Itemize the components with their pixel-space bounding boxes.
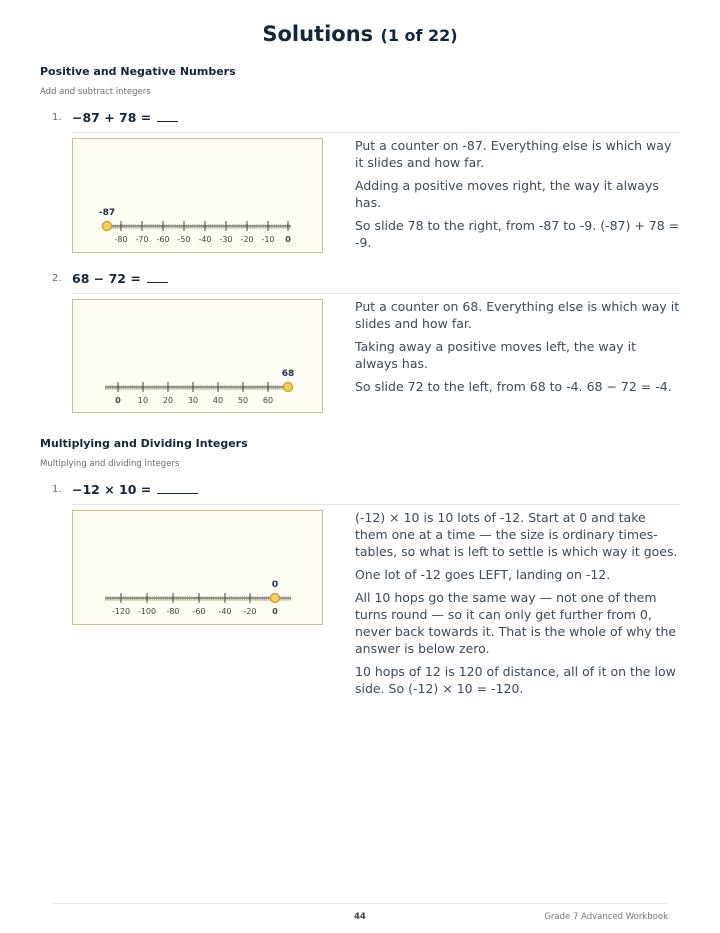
tick-label: -80 — [114, 235, 128, 244]
tick-label: 0 — [115, 396, 121, 405]
explanation-paragraph: Put a counter on -87. Everything else is which way it slides and how far. — [355, 138, 672, 170]
question-text — [72, 482, 198, 497]
tick-label: -20 — [240, 235, 254, 244]
explanation — [355, 298, 680, 401]
section-title: Positive and Negative Numbers — [40, 65, 236, 78]
question-number: 1. — [52, 484, 62, 495]
answer-blank — [157, 492, 198, 494]
tick-label: -80 — [166, 607, 180, 616]
question-number: 1. — [52, 112, 62, 123]
tick-label: 30 — [187, 396, 199, 405]
question-divider — [72, 132, 680, 133]
tick-label: -50 — [177, 235, 191, 244]
counter-marker — [103, 222, 112, 231]
tick-label: -20 — [243, 607, 257, 616]
tick-label: -10 — [261, 235, 275, 244]
marker-label: 68 — [281, 369, 295, 379]
tick-label: 60 — [262, 396, 274, 405]
section-title: Multiplying and Dividing Integers — [40, 437, 248, 450]
question-expression: 68 − 72 = — [72, 271, 141, 286]
explanation-paragraph: So slide 72 to the left, from 68 to -4. 68 − 72 = -4. — [355, 379, 672, 394]
tick-label: -120 — [111, 607, 131, 616]
section-subtitle: Add and subtract integers — [40, 87, 151, 97]
marker-label: -87 — [98, 208, 116, 218]
tick-label: 20 — [162, 396, 174, 405]
question-expression: −12 × 10 = — [72, 482, 152, 497]
page-number: 44 — [354, 912, 366, 922]
counter-marker — [271, 594, 280, 603]
explanation-paragraph: One lot of -12 goes LEFT, landing on -12. — [355, 567, 611, 582]
tick-label: -30 — [219, 235, 233, 244]
tick-label: 50 — [237, 396, 249, 405]
explanation — [355, 137, 680, 257]
explanation-paragraph: So slide 78 to the right, from -87 to -9. (-87) + 78 = -9. — [355, 218, 680, 250]
tick-label: -40 — [198, 235, 212, 244]
number-line-panel — [72, 510, 323, 625]
explanation — [355, 509, 680, 703]
section-subtitle: Multiplying and dividing integers — [40, 459, 180, 469]
number-line-diagram — [73, 511, 324, 626]
answer-blank — [147, 281, 168, 283]
answer-blank — [157, 120, 178, 122]
question-divider — [72, 504, 680, 505]
tick-label: 0 — [285, 235, 291, 244]
counter-marker — [284, 383, 293, 392]
tick-label: 0 — [272, 607, 278, 616]
explanation-paragraph: All 10 hops go the same way — not one of them turns round — so it can only get further from 0, never back towards it. That is the whole of why the answer is below zero. — [355, 590, 677, 656]
number-line-panel — [72, 138, 323, 253]
book-title: Grade 7 Advanced Workbook — [544, 912, 668, 922]
explanation-paragraph: Put a counter on 68. Everything else is which way it slides and how far. — [355, 299, 680, 331]
question-text — [72, 271, 168, 286]
title-count: (1 of 22) — [380, 26, 458, 45]
tick-label: -40 — [218, 607, 232, 616]
number-line-panel — [72, 299, 323, 413]
explanation-paragraph: Taking away a positive moves left, the way it always has. — [355, 339, 637, 371]
tick-label: 40 — [212, 396, 224, 405]
number-line-diagram — [73, 139, 324, 254]
question-divider — [72, 293, 680, 294]
tick-label: 10 — [137, 396, 149, 405]
title-main: Solutions — [262, 22, 374, 46]
explanation-paragraph: (-12) × 10 is 10 lots of -12. Start at 0 and take them one at a time — the size is ordinary times-tables, so what is left to settle is which way it goes. — [355, 510, 678, 559]
explanation-paragraph: Adding a positive moves right, the way it always has. — [355, 178, 659, 210]
tick-label: -60 — [156, 235, 170, 244]
tick-label: -60 — [192, 607, 206, 616]
question-expression: −87 + 78 = — [72, 110, 152, 125]
marker-label: 0 — [271, 580, 279, 590]
explanation-paragraph: 10 hops of 12 is 120 of distance, all of it on the low side. So (-12) × 10 = -120. — [355, 664, 676, 696]
page-title — [0, 22, 720, 46]
footer-divider — [52, 903, 668, 904]
tick-label: -70 — [135, 235, 149, 244]
question-number: 2. — [52, 273, 62, 284]
tick-label: -100 — [137, 607, 157, 616]
question-text — [72, 110, 178, 125]
number-line-diagram — [73, 300, 324, 414]
